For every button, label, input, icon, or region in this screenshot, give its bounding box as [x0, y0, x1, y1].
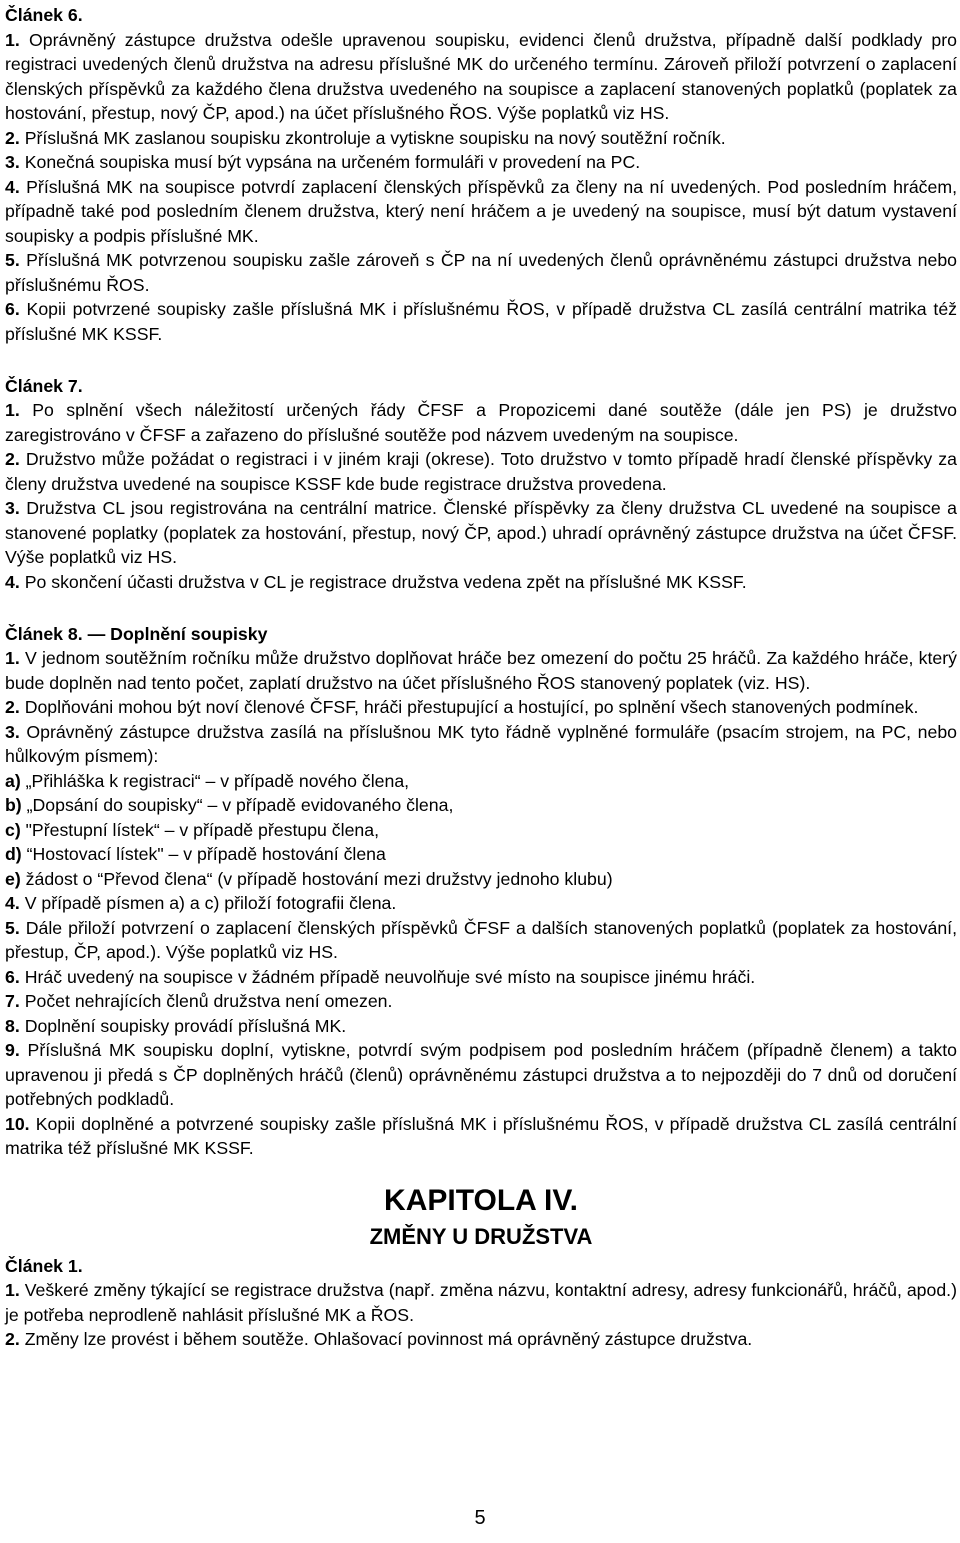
article-8-paragraph-4 — [5, 891, 957, 916]
article-7-paragraph-3 — [5, 496, 957, 570]
article-8-paragraph-10 — [5, 1112, 957, 1161]
article-8-paragraph-6 — [5, 965, 957, 990]
article-8-item-c — [5, 818, 957, 843]
article-8-paragraph-5 — [5, 916, 957, 965]
article-6-paragraph-2 — [5, 126, 957, 151]
article-8-paragraph-7 — [5, 989, 957, 1014]
article-8-paragraph-1 — [5, 646, 957, 695]
paragraph-text: Příslušná MK zaslanou soupisku zkontroluje a vytiskne soupisku na nový soutěžní ročník. — [24, 127, 726, 148]
paragraph-number: 10. — [5, 1113, 30, 1134]
item-text: „Přihláška k registraci“ – v případě nového člena, — [25, 770, 410, 791]
paragraph-text: Kopii potvrzené soupisky zašle příslušná MK i příslušnému ŘOS, v případě družstva CL zasílá centrální matrika též příslušné MK KSSF. — [5, 299, 958, 344]
paragraph-number: 3. — [5, 152, 20, 172]
paragraph-text: Družstvo může požádat o registraci i v jiném kraji (okrese). Toto družstvo v tomto případě hradí členské příspěvky za členy družstva uvedené na soupisce KSSF kde bude registrace družstva provedena. — [5, 449, 957, 494]
paragraph-number: 6. — [5, 966, 20, 987]
paragraph-number: 4. — [5, 893, 20, 913]
article-1-paragraph-2 — [5, 1327, 957, 1352]
paragraph-text: Kopii doplněné a potvrzené soupisky zašle příslušná MK i příslušnému ŘOS, v případě družstva CL zasílá centrální matrika též příslušné MK KSSF. — [5, 1113, 958, 1158]
article-8-paragraph-3 — [5, 720, 957, 769]
article-7-paragraph-2 — [5, 447, 957, 496]
item-text: žádost o “Převod člena“ (v případě hostování mezi družstvy jednoho klubu) — [25, 868, 613, 889]
paragraph-text: V případě písmen a) a c) přiloží fotografii člena. — [24, 893, 397, 913]
paragraph-number: 2. — [5, 697, 20, 717]
paragraph-text: Oprávněný zástupce družstva zasílá na příslušnou MK tyto řádně vyplněné formuláře (psacím strojem, na PC, nebo hůlkovým písmem): — [5, 721, 957, 766]
article-7-paragraph-4 — [5, 570, 957, 595]
paragraph-number: 7. — [5, 991, 20, 1011]
chapter-title: KAPITOLA IV. — [384, 1183, 578, 1217]
paragraph-number: 1. — [5, 1280, 20, 1300]
article-6-paragraph-5 — [5, 248, 957, 297]
item-letter: d) — [5, 844, 22, 864]
paragraph-number: 2. — [5, 1329, 20, 1349]
paragraph-text: Konečná soupiska musí být vypsána na určeném formuláři v provedení na PC. — [24, 152, 641, 172]
paragraph-number: 5. — [5, 917, 20, 938]
item-letter: b) — [5, 795, 22, 815]
chapter-subtitle: ZMĚNY U DRUŽSTVA — [369, 1223, 593, 1249]
paragraph-number: 1. — [5, 400, 20, 420]
paragraph-text: Veškeré změny týkající se registrace družstva (např. změna názvu, kontaktní adresy, adresy funkcionářů, hráčů, apod.) je potřeba neprodleně nahlásit příslušné MK a ŘOS. — [5, 1280, 957, 1325]
article-1-paragraph-1 — [5, 1278, 957, 1327]
article-8-paragraph-8 — [5, 1014, 957, 1039]
article-6-paragraph-6 — [5, 297, 957, 346]
paragraph-text: Příslušná MK soupisku doplní, vytiskne, potvrdí svým podpisem pod posledním hráčem (případně členem) a takto upravenou ji předá s ČP doplněných hráčů (členů) oprávněnému zástupci družstva a to nejpozději do 7 dnů od doručení potřebných podkladů. — [5, 1040, 957, 1109]
paragraph-number: 8. — [5, 1015, 20, 1036]
article-8-title: Článek 8. — Doplnění soupisky — [5, 623, 268, 644]
article-8-item-e — [5, 867, 957, 892]
page-number: 5 — [474, 1507, 486, 1529]
article-8-paragraph-9 — [5, 1038, 957, 1112]
article-6-paragraph-4 — [5, 175, 957, 249]
paragraph-text: Změny lze provést i během soutěže. Ohlašovací povinnost má oprávněný zástupce družstva. — [24, 1329, 753, 1349]
paragraph-number: 2. — [5, 449, 20, 469]
item-text: “Hostovací lístek" – v případě hostování člena — [26, 844, 386, 864]
spacer — [5, 346, 957, 371]
paragraph-number: 6. — [5, 299, 20, 319]
article-8-item-b — [5, 793, 957, 818]
paragraph-text: Doplnění soupisky provádí příslušná MK. — [24, 1015, 347, 1036]
item-letter: e) — [5, 868, 21, 889]
item-text: "Přestupní lístek“ – v případě přestupu člena, — [25, 819, 380, 840]
paragraph-number: 2. — [5, 127, 20, 148]
paragraph-text: Dále přiloží potvrzení o zaplacení členských příspěvků ČFSF a dalších stanovených poplatků (poplatek za hostování, přestup, ČP, apod.). Výše poplatků viz HS. — [5, 917, 957, 962]
article-8-paragraph-2 — [5, 695, 957, 720]
paragraph-number: 3. — [5, 721, 20, 742]
paragraph-text: V jednom soutěžním ročníku může družstvo doplňovat hráče bez omezení do počtu 25 hráčů. Za každého hráče, který bude doplněn nad tento počet, zaplatí družstvo na účet příslušného ŘOS stanovený poplatek (viz. HS). — [5, 648, 957, 693]
article-7-title: Článek 7. — [5, 375, 83, 396]
item-text: „Dopsání do soupisky“ – v případě evidovaného člena, — [26, 795, 454, 815]
article-6-paragraph-1 — [5, 28, 957, 126]
paragraph-text: Příslušná MK potvrzenou soupisku zašle zároveň s ČP na ní uvedených členů oprávněnému zástupci družstva nebo příslušnému ŘOS. — [5, 250, 957, 295]
paragraph-text: Příslušná MK na soupisce potvrdí zaplacení členských příspěvků za členy na ní uvedených. Pod posledním hráčem, případně také pod posledním členem družstva, který není hráčem a je uvedený na soupisce, musí být datum vystavení soupisky a podpis příslušné MK. — [5, 176, 958, 246]
article-1-title: Článek 1. — [5, 1255, 83, 1276]
paragraph-text: Družstva CL jsou registrována na centrální matrice. Členské příspěvky za členy družstva CL uvedené na soupisce a stanovené poplatky (poplatek za hostování, přestup, nový ČP, apod.) uhradí oprávněný zástupce družstva na účet ČFSF. Výše poplatků viz HS. — [5, 498, 957, 567]
article-8-item-a — [5, 769, 957, 794]
spacer — [5, 594, 957, 619]
item-letter: c) — [5, 819, 21, 840]
paragraph-number: 4. — [5, 571, 20, 592]
article-8-item-d — [5, 842, 957, 867]
paragraph-number: 5. — [5, 250, 20, 270]
paragraph-number: 4. — [5, 176, 20, 197]
paragraph-number: 3. — [5, 498, 20, 518]
paragraph-text: Doplňováni mohou být noví členové ČFSF, hráči přestupující a hostující, po splnění všech stanovených podmínek. — [24, 697, 919, 717]
paragraph-text: Po skončení účasti družstva v CL je registrace družstva vedena zpět na příslušné MK KSSF. — [24, 571, 747, 592]
paragraph-number: 1. — [5, 29, 20, 50]
paragraph-number: 9. — [5, 1040, 20, 1060]
item-letter: a) — [5, 770, 21, 791]
paragraph-text: Oprávněný zástupce družstva odešle upravenou soupisku, evidenci členů družstva, případně další podklady pro registraci uvedených členů družstva na adresu příslušné MK do určeného termínu. Zároveň přiloží potvrzení o zaplacení členských příspěvků za každého člena družstva uvedeného na soupisce a zaplacení stanovených poplatků (poplatek za hostování, přestup, nový ČP, apod.) na účet příslušného ŘOS. Výše poplatků viz HS. — [5, 29, 957, 123]
article-6-title: Článek 6. — [5, 5, 83, 25]
paragraph-text: Počet nehrajících členů družstva není omezen. — [24, 991, 393, 1011]
article-6-paragraph-3 — [5, 150, 957, 175]
paragraph-number: 1. — [5, 648, 20, 668]
article-7-paragraph-1 — [5, 398, 957, 447]
paragraph-text: Hráč uvedený na soupisce v žádném případě neuvolňuje své místo na soupisce jinému hráči. — [24, 966, 756, 987]
paragraph-text: Po splnění všech náležitostí určených řády ČFSF a Propozicemi dané soutěže (dále jen PS) je družstvo zaregistrováno v ČFSF a zařazeno do příslušné soutěže pod názvem uvedeným na soupisce. — [5, 400, 957, 445]
